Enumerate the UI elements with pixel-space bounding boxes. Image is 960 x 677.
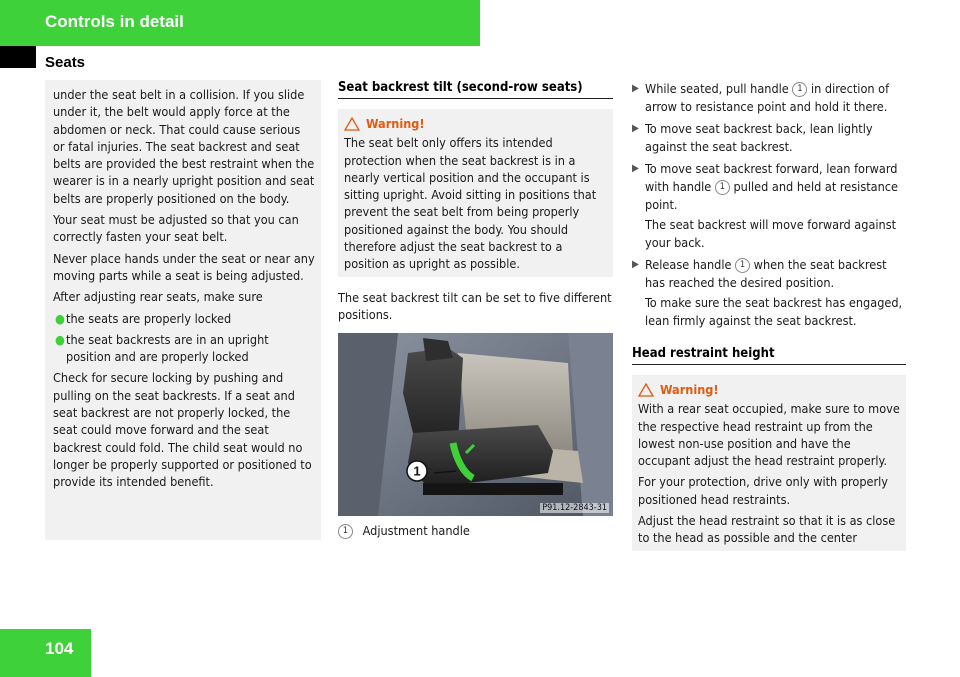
step-text: pulled and held at resistance point. — [645, 179, 898, 212]
warning-label: Warning! — [366, 116, 425, 131]
list-item-text: the seat backrests are in an upright position and are properly locked — [66, 331, 269, 365]
arrow-bullet-icon: ▶ — [632, 83, 639, 94]
warning-text: Adjust the head restraint so that it is as close to the head as possible and the center — [638, 513, 896, 546]
warning-text: With a rear seat occupied, make sure to move the respective head restraint up from the lowest non-use position and have the occupant adjust the head restraint properly. — [638, 401, 900, 469]
instructions-column — [632, 80, 906, 551]
section-tab-marker — [0, 46, 36, 68]
bullet-icon: ● — [55, 331, 65, 347]
step-text: in direction of arrow to resistance point and hold it there. — [645, 81, 890, 114]
callout-number-icon: 1 — [715, 180, 730, 195]
instruction-step — [632, 256, 906, 330]
list-item-text: the seats are properly locked — [66, 310, 232, 326]
callout-number: 1 — [413, 463, 421, 479]
step-text: To move seat backrest back, lean lightly against the seat backrest. — [645, 121, 873, 154]
warning-box — [338, 109, 613, 277]
warning-text: The seat belt only offers its intended protection when the seat backrest is in a nearly vertical position and the occupant is sitting upright. Avoid sitting in positions that prevent the seat belt from being properly positioned against the body. You should therefore adjust the seat backrest to a position as upright as possible. — [344, 135, 597, 272]
list-item — [53, 310, 315, 327]
warning-header — [638, 381, 900, 398]
section-heading: Head restraint height — [632, 346, 906, 365]
step-text: While seated, pull handle — [645, 81, 789, 96]
warning-box — [632, 375, 906, 551]
warning-triangle-icon — [638, 383, 654, 397]
callout-number-icon: 1 — [792, 82, 807, 97]
list-item — [53, 331, 315, 366]
callout-circle — [406, 460, 428, 482]
subsection-title: Seats — [45, 54, 86, 71]
section-heading: Seat backrest tilt (second-row seats) — [338, 80, 613, 99]
arrow-bullet-icon: ▶ — [632, 123, 639, 134]
step-text: when the seat backrest has reached the desired position. — [645, 257, 887, 290]
instruction-step — [632, 160, 906, 252]
step-continuation: To make sure the seat backrest has engaged, lean firmly against the seat backrest. — [645, 295, 903, 328]
step-continuation: The seat backrest will move forward against your back. — [645, 217, 897, 250]
photo-caption — [338, 522, 613, 539]
paragraph: Never place hands under the seat or near any moving parts while a seat is being adjusted. — [53, 250, 315, 283]
instruction-step — [632, 120, 906, 156]
instruction-step — [632, 80, 906, 116]
warning-label: Warning! — [660, 382, 719, 397]
seat-photo — [338, 333, 613, 516]
seat-illustration — [338, 333, 613, 516]
page-number: 104 — [45, 639, 74, 658]
warning-text: For your protection, drive only with properly positioned head restraints. — [638, 474, 889, 507]
callout-number-icon: 1 — [338, 524, 353, 539]
paragraph: Your seat must be adjusted so that you can correctly fasten your seat belt. — [53, 212, 299, 245]
section-title: Controls in detail — [45, 12, 184, 31]
photo-code: P91.12-2843-31 — [542, 503, 607, 514]
paragraph: Check for secure locking by pushing and pulling on the seat backrests. If a seat and seat backrest are not properly locked, the seat could move forward and the seat backrest could fold. The child seat would no longer be properly supported or positioned to provide its intended benefit. — [53, 370, 312, 490]
arrow-bullet-icon: ▶ — [632, 259, 639, 270]
step-text: To move seat backrest forward, lean forward with handle — [645, 161, 898, 194]
warning-header — [344, 115, 607, 132]
safety-text-box — [45, 80, 321, 540]
paragraph: The seat backrest tilt can be set to five different positions. — [338, 289, 612, 322]
caption-text: Adjustment handle — [362, 523, 470, 539]
warning-triangle-icon — [344, 117, 360, 131]
bullet-icon: ● — [55, 310, 65, 326]
backrest-tilt-column — [338, 80, 613, 539]
step-text: Release handle — [645, 257, 732, 272]
paragraph: under the seat belt in a collision. If you slide under it, the belt would apply force at the abdomen or neck. That could cause serious or fatal injuries. The seat backrest and seat belts are provided the best restraint when the wearer is in a nearly upright position and seat belts are properly positioned on the body. — [53, 87, 315, 206]
paragraph: After adjusting rear seats, make sure — [53, 289, 263, 305]
callout-number-icon: 1 — [735, 258, 750, 273]
arrow-bullet-icon: ▶ — [632, 163, 639, 174]
